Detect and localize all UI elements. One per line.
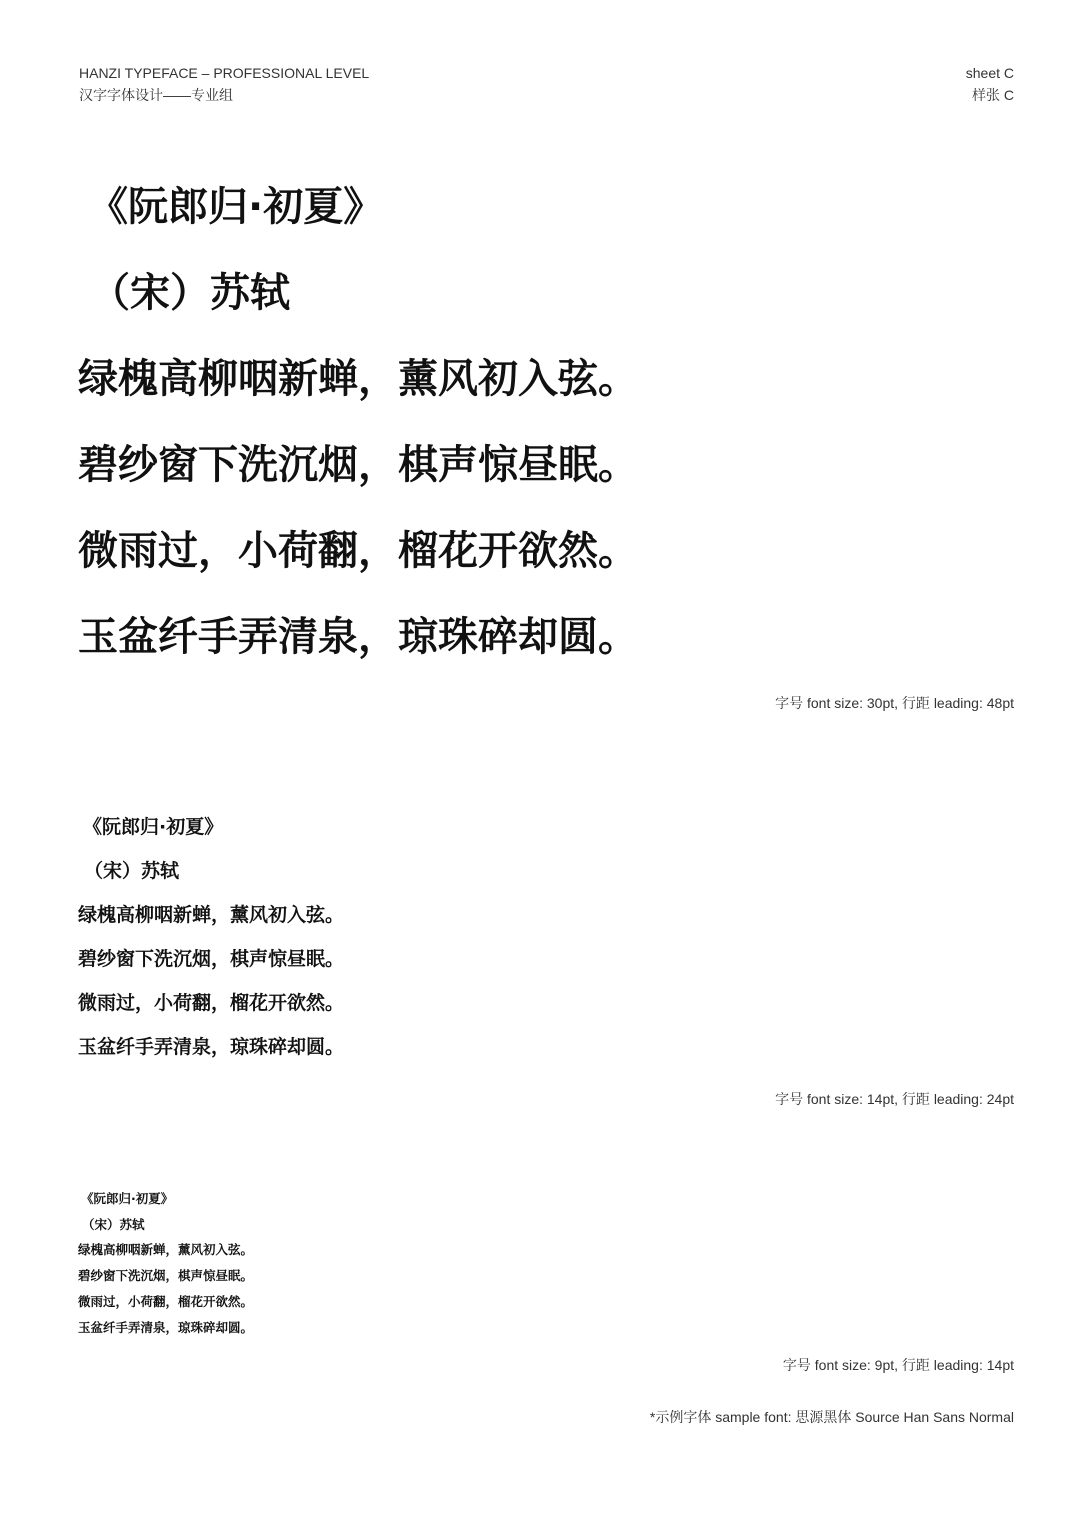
sample-block-small bbox=[78, 1186, 253, 1340]
poem-line: 微雨过，小荷翻，榴花开欲然。 bbox=[78, 1293, 254, 1309]
header-title-en: HANZI TYPEFACE – PROFESSIONAL LEVEL bbox=[79, 65, 370, 81]
poem-line: 绿槐高柳咽新蝉，薰风初入弦。 bbox=[78, 1242, 254, 1258]
sample-block-large bbox=[78, 164, 638, 680]
poem-author: （宋）苏轼 bbox=[90, 270, 290, 316]
size-note-small: 字号 font size: 9pt, 行距 leading: 14pt bbox=[782, 1357, 1014, 1373]
sample-font-note: *示例字体 sample font: 思源黑体 Source Han Sans Normal bbox=[649, 1409, 1014, 1425]
poem-title: 《阮郎归·初夏》 bbox=[81, 1191, 174, 1206]
poem-line: 绿槐高柳咽新蝉，薰风初入弦。 bbox=[78, 356, 638, 402]
sample-block-medium bbox=[78, 805, 344, 1069]
poem-line: 微雨过，小荷翻，榴花开欲然。 bbox=[78, 528, 638, 574]
sheet-label-zh: 样张 C bbox=[972, 87, 1014, 103]
header-title-zh: 汉字字体设计——专业组 bbox=[79, 87, 233, 103]
size-note-medium: 字号 font size: 14pt, 行距 leading: 24pt bbox=[775, 1091, 1014, 1107]
poem-title: 《阮郎归·初夏》 bbox=[88, 184, 384, 230]
poem-line: 微雨过，小荷翻，榴花开欲然。 bbox=[78, 992, 345, 1014]
header-right bbox=[966, 62, 1014, 106]
sheet-label-en: sheet C bbox=[965, 65, 1014, 81]
poem-author: （宋）苏轼 bbox=[82, 1216, 145, 1232]
header-left bbox=[79, 62, 369, 106]
poem-line: 玉盆纤手弄清泉，琼珠碎却圆。 bbox=[78, 1036, 345, 1058]
poem-line: 玉盆纤手弄清泉，琼珠碎却圆。 bbox=[78, 614, 638, 660]
poem-author: （宋）苏轼 bbox=[84, 860, 180, 882]
size-note-large: 字号 font size: 30pt, 行距 leading: 48pt bbox=[775, 695, 1014, 711]
poem-line: 绿槐高柳咽新蝉，薰风初入弦。 bbox=[78, 904, 345, 926]
poem-title: 《阮郎归·初夏》 bbox=[83, 816, 224, 838]
poem-line: 玉盆纤手弄清泉，琼珠碎却圆。 bbox=[78, 1319, 254, 1335]
poem-line: 碧纱窗下洗沉烟，棋声惊昼眠。 bbox=[78, 1268, 254, 1284]
poem-line: 碧纱窗下洗沉烟，棋声惊昼眠。 bbox=[78, 442, 638, 488]
poem-line: 碧纱窗下洗沉烟，棋声惊昼眠。 bbox=[78, 948, 345, 970]
